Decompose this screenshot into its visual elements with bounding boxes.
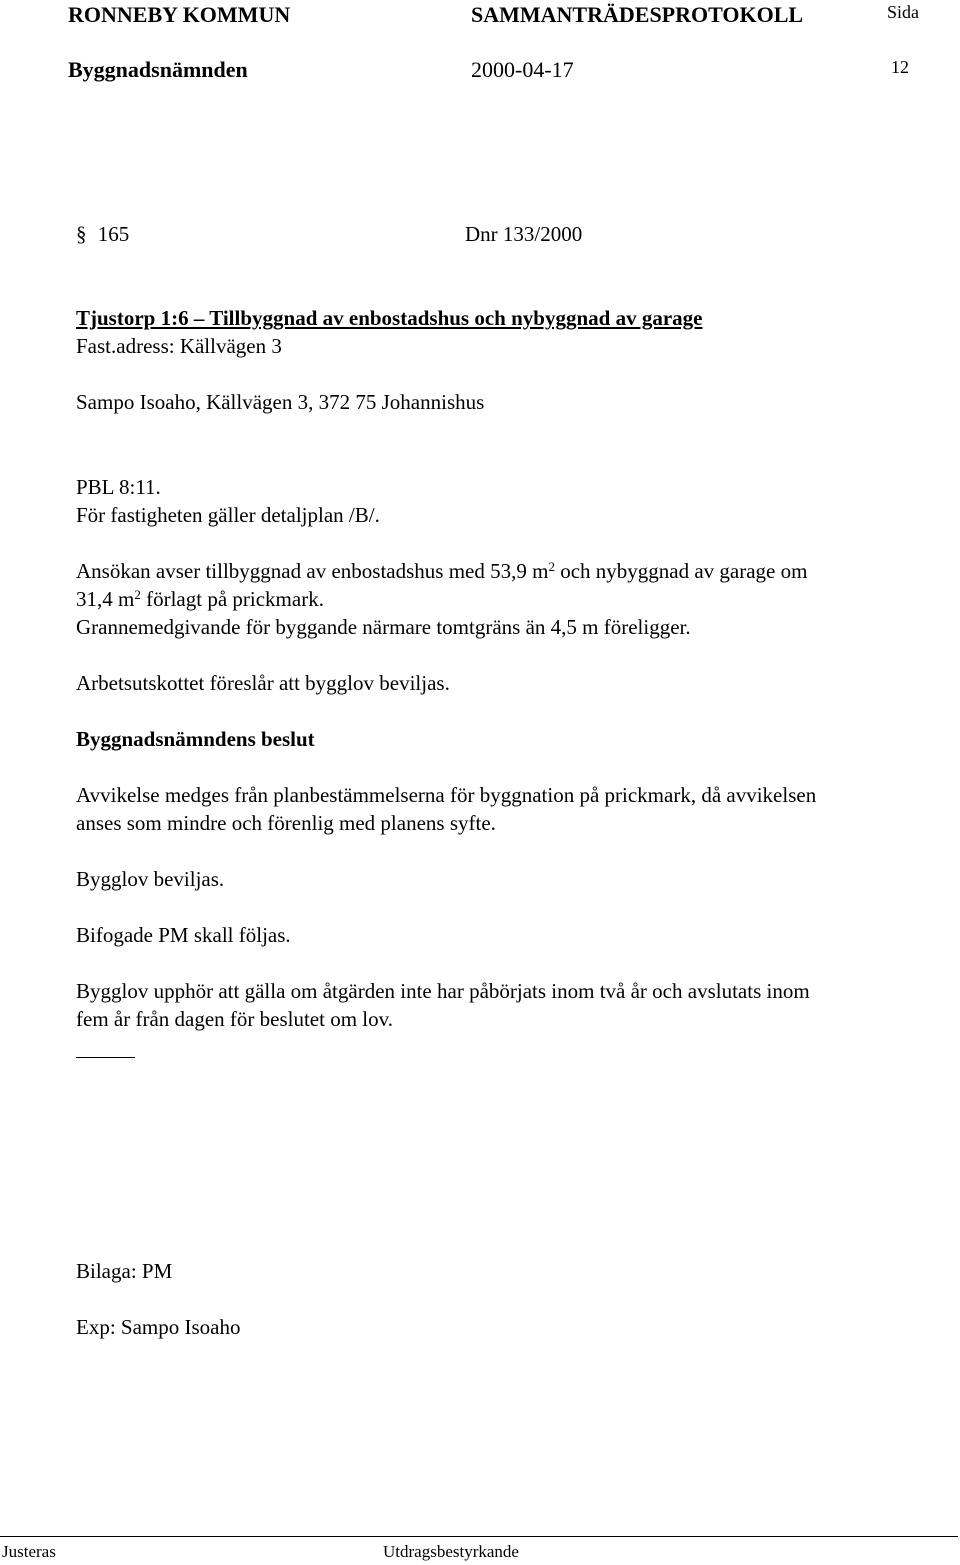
expedition: Exp: Sampo Isoaho — [76, 1315, 241, 1339]
application-text-d: förlagt på prickmark. — [140, 587, 324, 611]
dnr: Dnr 133/2000 — [465, 222, 583, 246]
decision-heading: Byggnadsnämndens beslut — [76, 727, 315, 751]
application-text-b: och nybyggnad av garage om — [554, 559, 808, 583]
section-symbol: § — [76, 222, 87, 246]
end-rule — [76, 1057, 135, 1058]
committee-name: Byggnadsnämnden — [68, 57, 248, 82]
permit-granted: Bygglov beviljas. — [76, 867, 225, 891]
validity-line-1: Bygglov upphör att gälla om åtgärden inte har påbörjats inom två år och avslutats inom — [76, 979, 810, 1003]
application-text-a: Ansökan avser tillbyggnad av enbostadshus med 53,9 m — [76, 559, 549, 583]
application-line-2 — [76, 585, 324, 613]
section-line — [76, 220, 129, 248]
protocol-title: SAMMANTRÄDESPROTOKOLL — [471, 2, 804, 27]
case-title: Tjustorp 1:6 – Tillbyggnad av enbostadshus och nybyggnad av garage — [76, 306, 703, 330]
superscript-2: 2 — [548, 559, 555, 574]
footer-divider — [0, 1536, 958, 1537]
decision-line-2: anses som mindre och förenlig med planens syfte. — [76, 811, 496, 835]
applicant: Sampo Isoaho, Källvägen 3, 372 75 Johannishus — [76, 390, 485, 414]
section-number: 165 — [97, 222, 130, 246]
page-label: Sida — [887, 2, 920, 22]
application-line-1 — [76, 557, 807, 585]
law-reference: PBL 8:11. — [76, 475, 161, 499]
decision-line-1: Avvikelse medges från planbestämmelserna för byggnation på prickmark, då avvikelsen — [76, 783, 817, 807]
municipality-name: RONNEBY KOMMUN — [68, 2, 291, 27]
committee-proposal: Arbetsutskottet föreslår att bygglov beviljas. — [76, 671, 450, 695]
application-text-c: 31,4 m — [76, 587, 135, 611]
attached-pm-note: Bifogade PM skall följas. — [76, 923, 291, 947]
page-number: 12 — [891, 57, 909, 77]
validity-line-2: fem år från dagen för beslutet om lov. — [76, 1007, 394, 1031]
attachment: Bilaga: PM — [76, 1259, 173, 1283]
superscript-2: 2 — [134, 587, 141, 602]
meeting-date: 2000-04-17 — [471, 57, 574, 82]
property-address: Fast.adress: Källvägen 3 — [76, 334, 282, 358]
plan-note: För fastigheten gäller detaljplan /B/. — [76, 503, 380, 527]
extract-label: Utdragsbestyrkande — [383, 1542, 519, 1561]
signed-label: Justeras — [2, 1542, 56, 1561]
neighbor-consent: Grannemedgivande för byggande närmare tomtgräns än 4,5 m föreligger. — [76, 615, 691, 639]
